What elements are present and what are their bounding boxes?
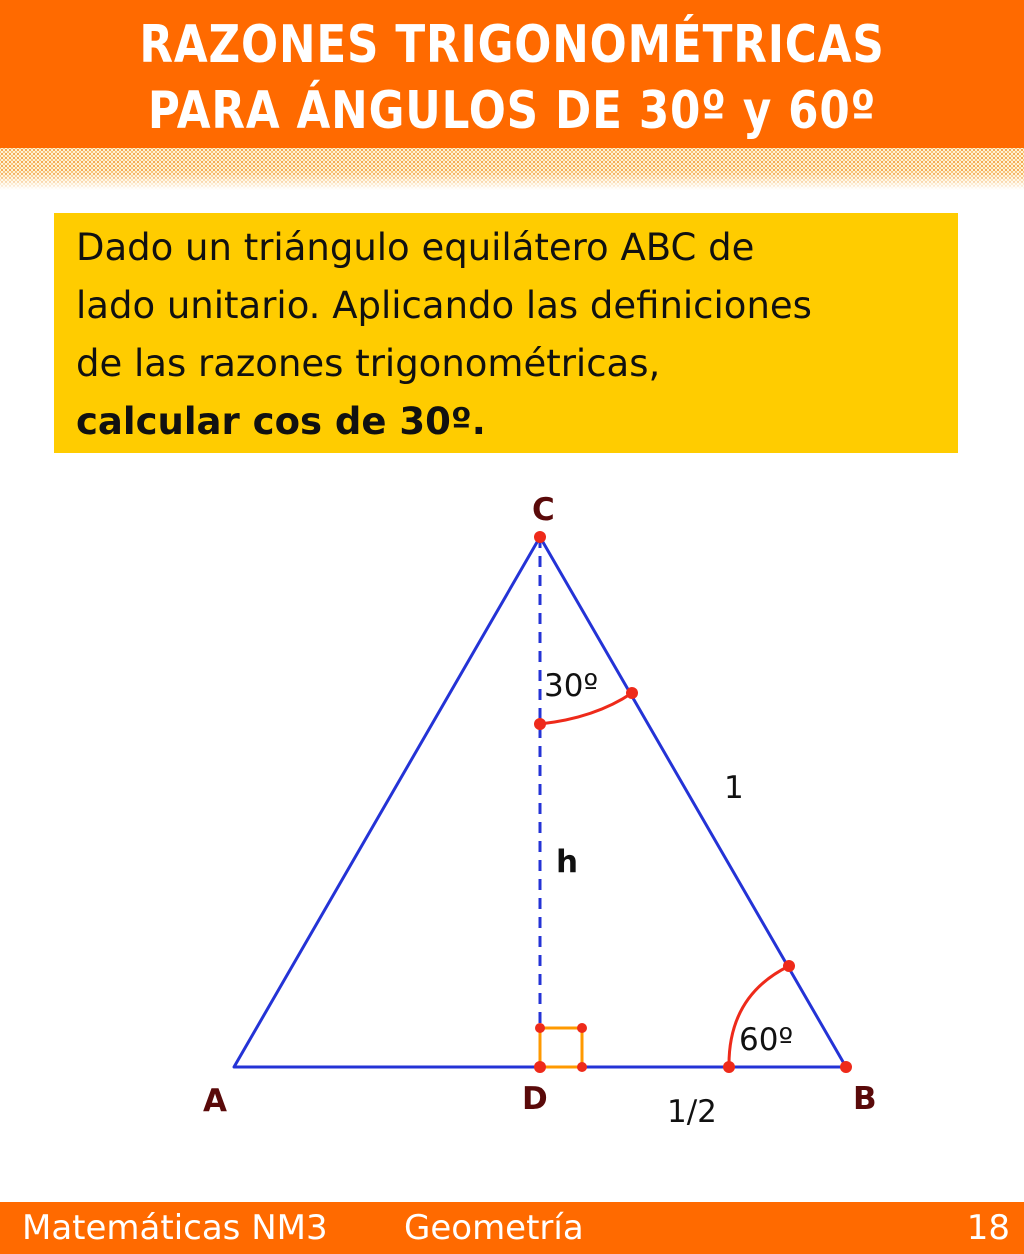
triangle-diagram <box>0 470 1024 1170</box>
problem-line-1: Dado un triángulo equilátero ABC de <box>76 226 755 269</box>
point-arc-bottom-end <box>783 960 795 972</box>
point-b <box>840 1061 852 1073</box>
title-banner <box>0 0 1024 148</box>
footer-bar <box>0 1202 1024 1254</box>
point-c <box>534 531 546 543</box>
problem-line-3: de las razones trigonométricas, <box>76 342 661 385</box>
problem-task: calcular cos de 30º. <box>76 400 486 443</box>
decorative-dotted-band <box>0 148 1024 190</box>
point-arc-bottom-start <box>723 1061 735 1073</box>
point-marker-top-right <box>577 1023 587 1033</box>
angle-label-60: 60º <box>739 1022 794 1058</box>
vertex-label-c: C <box>532 492 555 528</box>
point-marker-bottom-right <box>577 1062 587 1072</box>
vertex-label-a: A <box>203 1083 227 1119</box>
vertex-label-d: D <box>522 1081 548 1117</box>
height-label-h: h <box>556 844 579 880</box>
point-arc-top-end <box>626 687 638 699</box>
slide-title <box>82 12 942 144</box>
vertex-label-b: B <box>853 1081 877 1117</box>
right-angle-marker <box>540 1028 582 1067</box>
base-half-label: 1/2 <box>667 1094 717 1130</box>
page-number: 18 <box>966 1208 1010 1248</box>
title-line-1: RAZONES TRIGONOMÉTRICAS <box>139 15 885 75</box>
point-marker-top-left <box>535 1023 545 1033</box>
footer-topic: Geometría <box>404 1208 584 1248</box>
point-d <box>534 1061 546 1073</box>
problem-line-2: lado unitario. Aplicando las definiciones <box>76 284 812 327</box>
angle-label-30: 30º <box>544 668 599 704</box>
problem-statement-box <box>54 213 958 453</box>
footer-subject: Matemáticas NM3 <box>22 1208 328 1248</box>
side-label-1: 1 <box>724 770 744 806</box>
title-line-2: PARA ÁNGULOS DE 30º y 60º <box>147 81 877 141</box>
point-arc-top-start <box>534 718 546 730</box>
